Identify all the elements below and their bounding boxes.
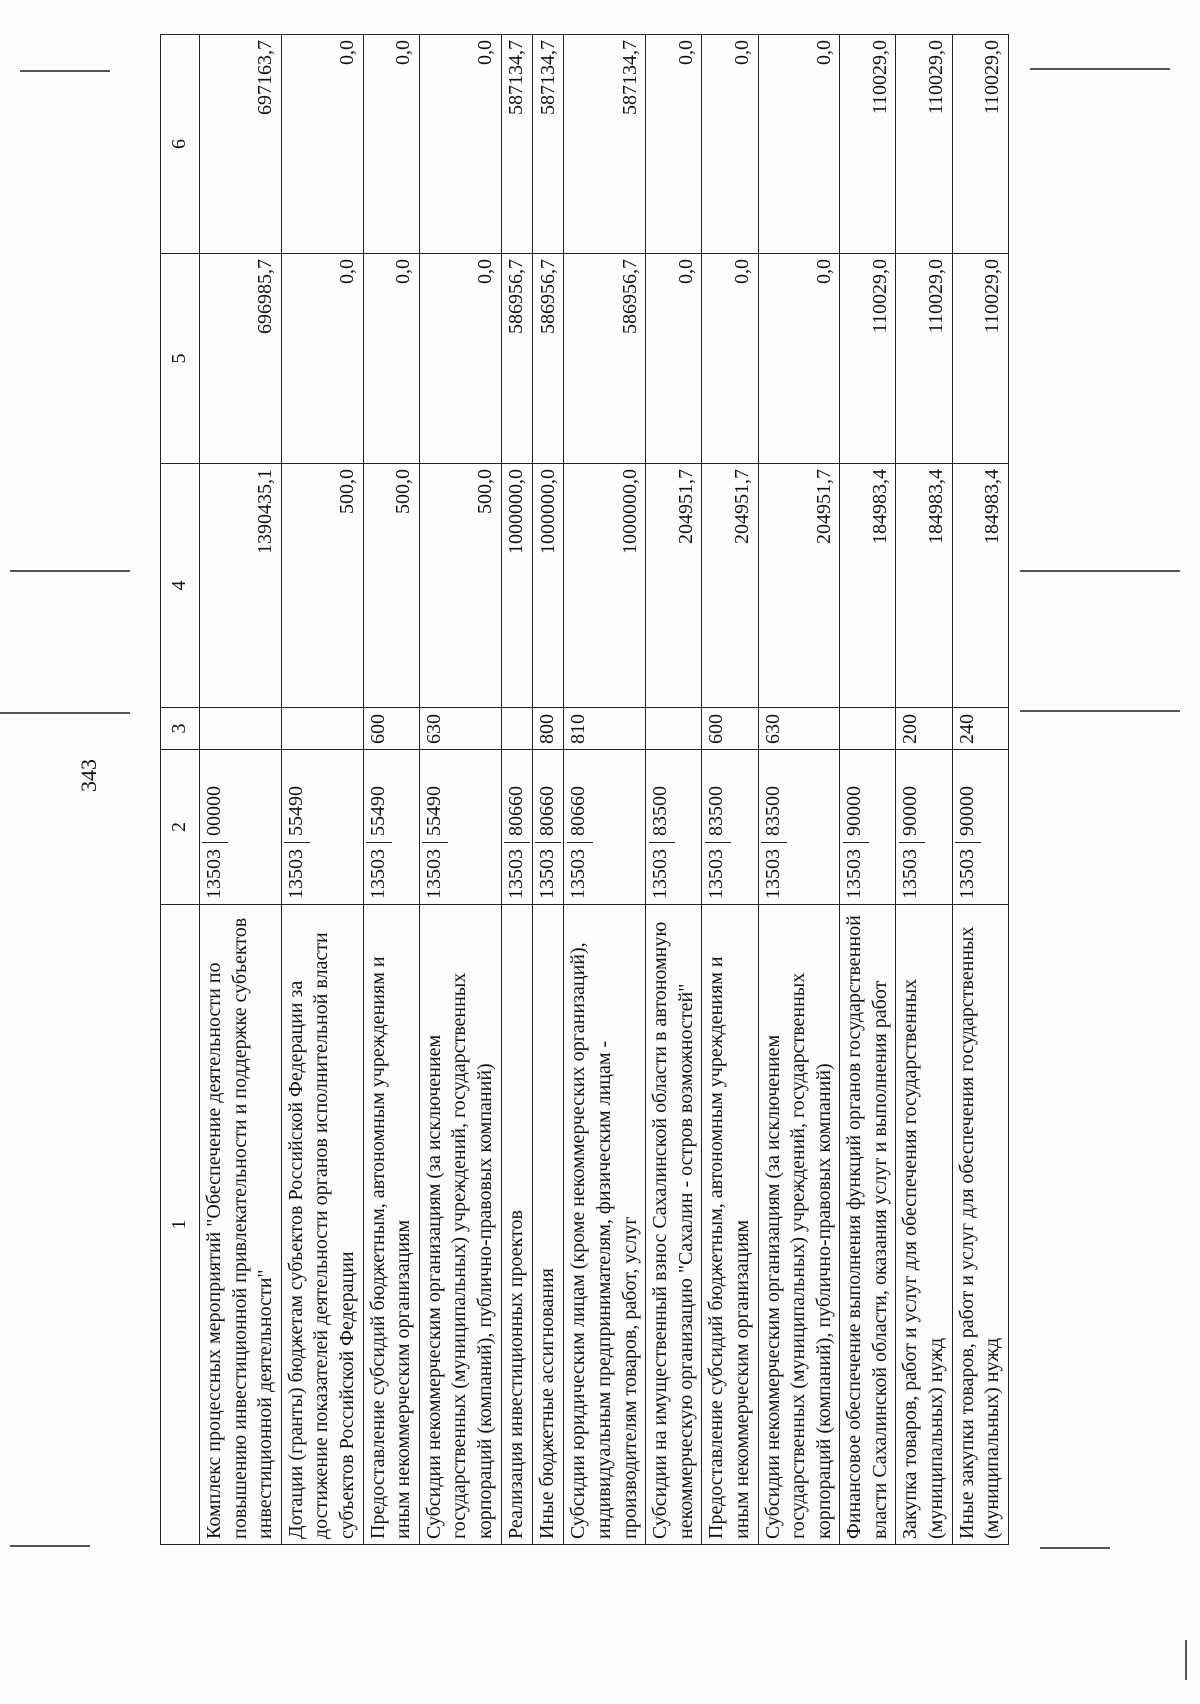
table-row bbox=[419, 35, 501, 1545]
row-kvr-cell: 600 bbox=[702, 708, 758, 750]
row-code-cell bbox=[532, 750, 563, 905]
row-value-col5: 0,0 bbox=[646, 254, 702, 464]
table-row bbox=[840, 35, 896, 1545]
row-name-cell: Субсидии на имущественный взнос Сахалинской области в автономную некоммерческую организацию "Сахалин - остров возможностей" bbox=[646, 905, 702, 1545]
code-part-a: 13503 bbox=[535, 849, 558, 899]
row-code-cell bbox=[758, 750, 840, 905]
row-name-cell: Субсидии некоммерческим организациям (за исключением государственных (муниципальных) учреждений, государственных корпораций (компаний), публично-правовых компаний) bbox=[419, 905, 501, 1545]
table-row bbox=[702, 35, 758, 1545]
row-value-col6: 0,0 bbox=[419, 35, 501, 254]
row-value-col6: 0,0 bbox=[646, 35, 702, 254]
row-name-cell: Предоставление субсидий бюджетным, автономным учреждениям и иным некоммерческим организациям bbox=[363, 905, 419, 1545]
row-kvr-cell bbox=[501, 708, 532, 750]
row-value-col4: 204951,7 bbox=[702, 464, 758, 708]
row-code-cell bbox=[702, 750, 758, 905]
row-value-col4: 500,0 bbox=[363, 464, 419, 708]
code-separator bbox=[535, 842, 561, 843]
row-value-col6: 0,0 bbox=[758, 35, 840, 254]
row-name-cell: Субсидии юридическим лицам (кроме некоммерческих организаций), индивидуальным предпринимателям, физическим лицам - производителям товаров, работ, услуг bbox=[564, 905, 646, 1545]
row-value-col6: 587134,7 bbox=[501, 35, 532, 254]
row-value-col4: 500,0 bbox=[281, 464, 363, 708]
table-row bbox=[501, 35, 532, 1545]
row-kvr-cell: 600 bbox=[363, 708, 419, 750]
row-value-col6: 110029,0 bbox=[840, 35, 896, 254]
code-separator bbox=[899, 842, 925, 843]
code-part-a: 13503 bbox=[567, 849, 590, 899]
row-kvr-cell: 630 bbox=[758, 708, 840, 750]
row-value-col4: 1000000,0 bbox=[532, 464, 563, 708]
code-part-a: 13503 bbox=[422, 849, 445, 899]
row-value-col6: 0,0 bbox=[281, 35, 363, 254]
row-name-cell: Иные закупки товаров, работ и услуг для обеспечения государственных (муниципальных) нужд bbox=[952, 905, 1008, 1545]
code-part-a: 13503 bbox=[649, 849, 672, 899]
row-name-cell: Дотации (гранты) бюджетам субъектов Российской Федерации за достижение показателей деятельности органов исполнительной власти субъектов Российской Федерации bbox=[281, 905, 363, 1545]
code-part-b: 55490 bbox=[284, 786, 307, 836]
row-value-col6: 697163,7 bbox=[200, 35, 282, 254]
table-row bbox=[952, 35, 1008, 1545]
code-part-b: 80660 bbox=[504, 786, 527, 836]
row-kvr-cell: 240 bbox=[952, 708, 1008, 750]
table-row bbox=[363, 35, 419, 1545]
code-part-b: 83500 bbox=[761, 786, 784, 836]
code-separator bbox=[567, 842, 593, 843]
row-name-cell: Иные бюджетные ассигнования bbox=[532, 905, 563, 1545]
row-name-cell: Комплекс процессных мероприятий "Обеспечение деятельности по повышению инвестиционной привлекательности и поддержке субъектов инвестиционной деятельности" bbox=[200, 905, 282, 1545]
row-kvr-cell: 630 bbox=[419, 708, 501, 750]
table-row bbox=[564, 35, 646, 1545]
row-code-cell bbox=[419, 750, 501, 905]
scan-dash-line bbox=[1030, 68, 1170, 70]
code-part-a: 13503 bbox=[504, 849, 527, 899]
row-code-cell bbox=[646, 750, 702, 905]
row-value-col5: 586956,7 bbox=[532, 254, 563, 464]
scan-dash-line bbox=[1020, 570, 1180, 572]
row-value-col6: 0,0 bbox=[363, 35, 419, 254]
code-part-a: 13503 bbox=[366, 849, 389, 899]
header-row bbox=[161, 35, 200, 1545]
row-code-cell bbox=[363, 750, 419, 905]
row-code-cell bbox=[200, 750, 282, 905]
code-part-b: 83500 bbox=[705, 786, 728, 836]
page-number: 343 bbox=[76, 759, 101, 792]
scan-dash-line bbox=[1020, 710, 1180, 712]
row-kvr-cell bbox=[646, 708, 702, 750]
row-value-col5: 586956,7 bbox=[564, 254, 646, 464]
row-value-col5: 110029,0 bbox=[840, 254, 896, 464]
header-cell: 2 bbox=[161, 750, 200, 905]
row-name-cell: Финансовое обеспечение выполнения функций органов государственной власти Сахалинской области, оказания услуг и выполнения работ bbox=[840, 905, 896, 1545]
code-part-b: 90000 bbox=[955, 786, 978, 836]
code-part-a: 13503 bbox=[761, 849, 784, 899]
table-row bbox=[532, 35, 563, 1545]
row-code-cell bbox=[952, 750, 1008, 905]
table-body bbox=[200, 35, 1009, 1545]
code-part-a: 13503 bbox=[843, 849, 866, 899]
scan-dash-line bbox=[1040, 1547, 1110, 1549]
row-name-cell: Предоставление субсидий бюджетным, автономным учреждениям и иным некоммерческим организациям bbox=[702, 905, 758, 1545]
code-part-b: 80660 bbox=[535, 786, 558, 836]
code-part-b: 80660 bbox=[567, 786, 590, 836]
table-row bbox=[200, 35, 282, 1545]
code-separator bbox=[705, 842, 731, 843]
code-separator bbox=[422, 842, 448, 843]
budget-table bbox=[160, 34, 1009, 1545]
table-row bbox=[896, 35, 952, 1545]
row-value-col6: 110029,0 bbox=[896, 35, 952, 254]
code-part-b: 55490 bbox=[366, 786, 389, 836]
code-part-b: 55490 bbox=[422, 786, 445, 836]
row-value-col4: 500,0 bbox=[419, 464, 501, 708]
row-value-col5: 696985,7 bbox=[200, 254, 282, 464]
row-value-col5: 110029,0 bbox=[952, 254, 1008, 464]
row-kvr-cell bbox=[281, 708, 363, 750]
row-value-col4: 184983,4 bbox=[896, 464, 952, 708]
row-kvr-cell bbox=[200, 708, 282, 750]
row-value-col6: 587134,7 bbox=[564, 35, 646, 254]
row-value-col5: 0,0 bbox=[281, 254, 363, 464]
code-separator bbox=[366, 842, 392, 843]
row-value-col6: 587134,7 bbox=[532, 35, 563, 254]
table-row bbox=[646, 35, 702, 1545]
header-cell: 3 bbox=[161, 708, 200, 750]
code-part-b: 90000 bbox=[899, 786, 922, 836]
code-separator bbox=[284, 842, 310, 843]
row-name-cell: Закупка товаров, работ и услуг для обеспечения государственных (муниципальных) нужд bbox=[896, 905, 952, 1545]
row-value-col4: 1390435,1 bbox=[200, 464, 282, 708]
row-value-col4: 1000000,0 bbox=[564, 464, 646, 708]
row-value-col4: 204951,7 bbox=[646, 464, 702, 708]
row-code-cell bbox=[840, 750, 896, 905]
row-value-col5: 586956,7 bbox=[501, 254, 532, 464]
header-cell: 6 bbox=[161, 35, 200, 254]
row-value-col5: 0,0 bbox=[363, 254, 419, 464]
scan-dash-line bbox=[10, 570, 130, 572]
code-part-a: 13503 bbox=[955, 849, 978, 899]
code-separator bbox=[202, 842, 228, 843]
code-separator bbox=[761, 842, 787, 843]
row-value-col4: 1000000,0 bbox=[501, 464, 532, 708]
row-code-cell bbox=[896, 750, 952, 905]
header-cell: 5 bbox=[161, 254, 200, 464]
header-cell: 1 bbox=[161, 905, 200, 1545]
row-name-cell: Субсидии некоммерческим организациям (за исключением государственных (муниципальных) учреждений, государственных корпораций (компаний), публично-правовых компаний) bbox=[758, 905, 840, 1545]
scan-dash-line bbox=[20, 70, 110, 72]
code-part-b: 00000 bbox=[203, 786, 225, 836]
code-part-a: 13503 bbox=[705, 849, 728, 899]
row-value-col5: 0,0 bbox=[419, 254, 501, 464]
row-value-col5: 0,0 bbox=[758, 254, 840, 464]
code-part-a: 13503 bbox=[899, 849, 922, 899]
row-value-col6: 0,0 bbox=[702, 35, 758, 254]
table-row bbox=[758, 35, 840, 1545]
row-value-col5: 0,0 bbox=[702, 254, 758, 464]
table-row bbox=[281, 35, 363, 1545]
code-part-a: 13503 bbox=[203, 849, 225, 899]
code-part-a: 13503 bbox=[284, 849, 307, 899]
row-kvr-cell: 810 bbox=[564, 708, 646, 750]
code-part-b: 83500 bbox=[649, 786, 672, 836]
row-kvr-cell: 800 bbox=[532, 708, 563, 750]
code-separator bbox=[649, 842, 675, 843]
code-separator bbox=[955, 842, 981, 843]
scan-dash-line bbox=[0, 712, 130, 714]
row-code-cell bbox=[564, 750, 646, 905]
header-cell: 4 bbox=[161, 464, 200, 708]
code-part-b: 90000 bbox=[843, 786, 866, 836]
row-kvr-cell: 200 bbox=[896, 708, 952, 750]
row-kvr-cell bbox=[840, 708, 896, 750]
scan-dash-line bbox=[1185, 1640, 1187, 1680]
row-value-col4: 204951,7 bbox=[758, 464, 840, 708]
code-separator bbox=[843, 842, 869, 843]
row-value-col4: 184983,4 bbox=[840, 464, 896, 708]
rotated-table-container bbox=[160, 35, 1040, 1545]
row-value-col5: 110029,0 bbox=[896, 254, 952, 464]
row-value-col6: 110029,0 bbox=[952, 35, 1008, 254]
scan-dash-line bbox=[10, 1545, 90, 1547]
row-name-cell: Реализация инвестиционных проектов bbox=[501, 905, 532, 1545]
code-separator bbox=[504, 842, 530, 843]
row-code-cell bbox=[281, 750, 363, 905]
row-value-col4: 184983,4 bbox=[952, 464, 1008, 708]
row-code-cell bbox=[501, 750, 532, 905]
